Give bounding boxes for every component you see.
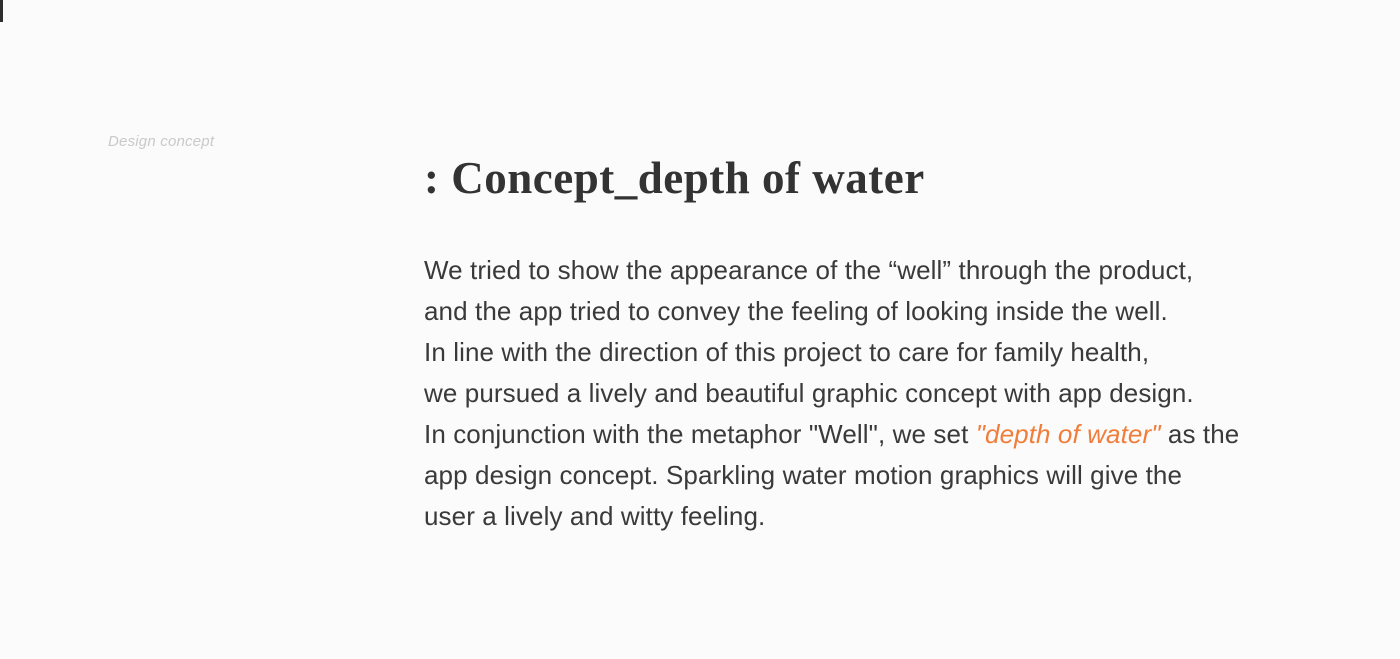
body-line-prefix: In conjunction with the metaphor "Well", we set — [424, 419, 976, 449]
body-line: app design concept. Sparkling water motion graphics will give the — [424, 460, 1183, 490]
body-line: and the app tried to convey the feeling of looking inside the well. — [424, 296, 1168, 326]
body-line: we pursued a lively and beautiful graphic concept with app design. — [424, 378, 1194, 408]
body-copy — [424, 250, 1324, 537]
corner-mark — [0, 0, 3, 22]
section-label: Design concept — [108, 133, 215, 150]
accent-phrase: "depth of water" — [975, 419, 1161, 449]
body-line-suffix: as the — [1160, 419, 1240, 449]
body-line: We tried to show the appearance of the “well” through the product, — [424, 255, 1194, 285]
body-line: In line with the direction of this project to care for family health, — [424, 337, 1150, 367]
page-title: : Concept_depth of water — [424, 153, 925, 204]
body-line-with-accent — [424, 414, 1324, 455]
body-line: user a lively and witty feeling. — [424, 501, 766, 531]
